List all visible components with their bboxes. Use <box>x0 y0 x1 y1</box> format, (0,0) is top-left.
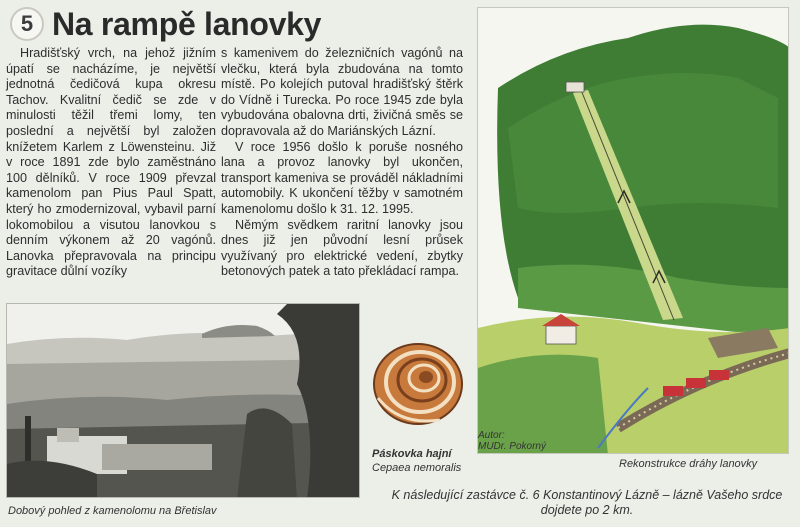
reconstruction-painting <box>477 7 789 454</box>
reconstruction-caption: Rekonstrukce dráhy lanovky <box>619 458 758 470</box>
paragraph: Němým svědkem raritní lanovky jsou dnes již jen původní lesní průsek využívaný pro elektrické vedení, zbytky betonových patek a tato překládací rampa. <box>221 217 463 279</box>
historic-photo-caption: Dobový pohled z kamenolomu na Břetislav <box>8 505 217 517</box>
text-column-left <box>6 46 216 280</box>
next-stop-note: K následující zastávce č. 6 Konstantinový Lázně – lázně Vašeho srdce dojdete po 2 km. <box>391 488 783 517</box>
snail-shell-icon <box>370 338 466 430</box>
stop-number-badge: 5 <box>10 7 44 41</box>
historic-photo-illustration <box>7 304 360 498</box>
illustration-author <box>478 430 546 452</box>
paragraph: Hradišťský vrch, na jehož jižním úpatí se nacházíme, je největší jednotná čedičová kupa okresu Tachov. Kvalitní čedič se zde v minulosti těžil třemi lomy, ten poslední a největší byl založen knížetem Karlem z Löwensteinu. Již v roce 1891 zde bylo zaměstnáno 100 dělníků. V roce 1909 převzal kamenolom pan Pius Paul Spatt, který ho zmodernizoval, vybavil parní lokomobilou a visutou lanovkou s denním výkonem až 20 vagónů. Lanovka přepravovala na principu gravitace důlní vozíky <box>6 46 216 279</box>
author-label: Autor: <box>478 430 505 441</box>
page-title: Na rampě lanovky <box>52 5 322 42</box>
historic-photo <box>6 303 360 498</box>
snail-latin-name: Cepaea nemoralis <box>372 462 462 474</box>
snail-common-name: Páskovka hajní <box>372 448 452 460</box>
ropeway-illustration <box>478 8 789 454</box>
author-name: MUDr. Pokorný <box>478 441 546 452</box>
paragraph: V roce 1956 došlo k poruše nosného lana a provoz lanovky byl ukončen, transport kameniva se prováděl nákladními automobily. K ukončení těžby v samotném kamenolomu došlo k 31. 12. 1995. <box>221 139 463 216</box>
paragraph: s kamenivem do železničních vagónů na vlečku, která byla zbudována na tomto místě. Po kolejích putoval hradišťský štěrk do Vídně i Turecka. Po roce 1945 zde byla vybudována obalovna drti, živičná směs se dopravovala až do Mariánských Lázní. <box>221 46 463 138</box>
text-column-middle <box>221 46 463 280</box>
header <box>10 4 321 44</box>
